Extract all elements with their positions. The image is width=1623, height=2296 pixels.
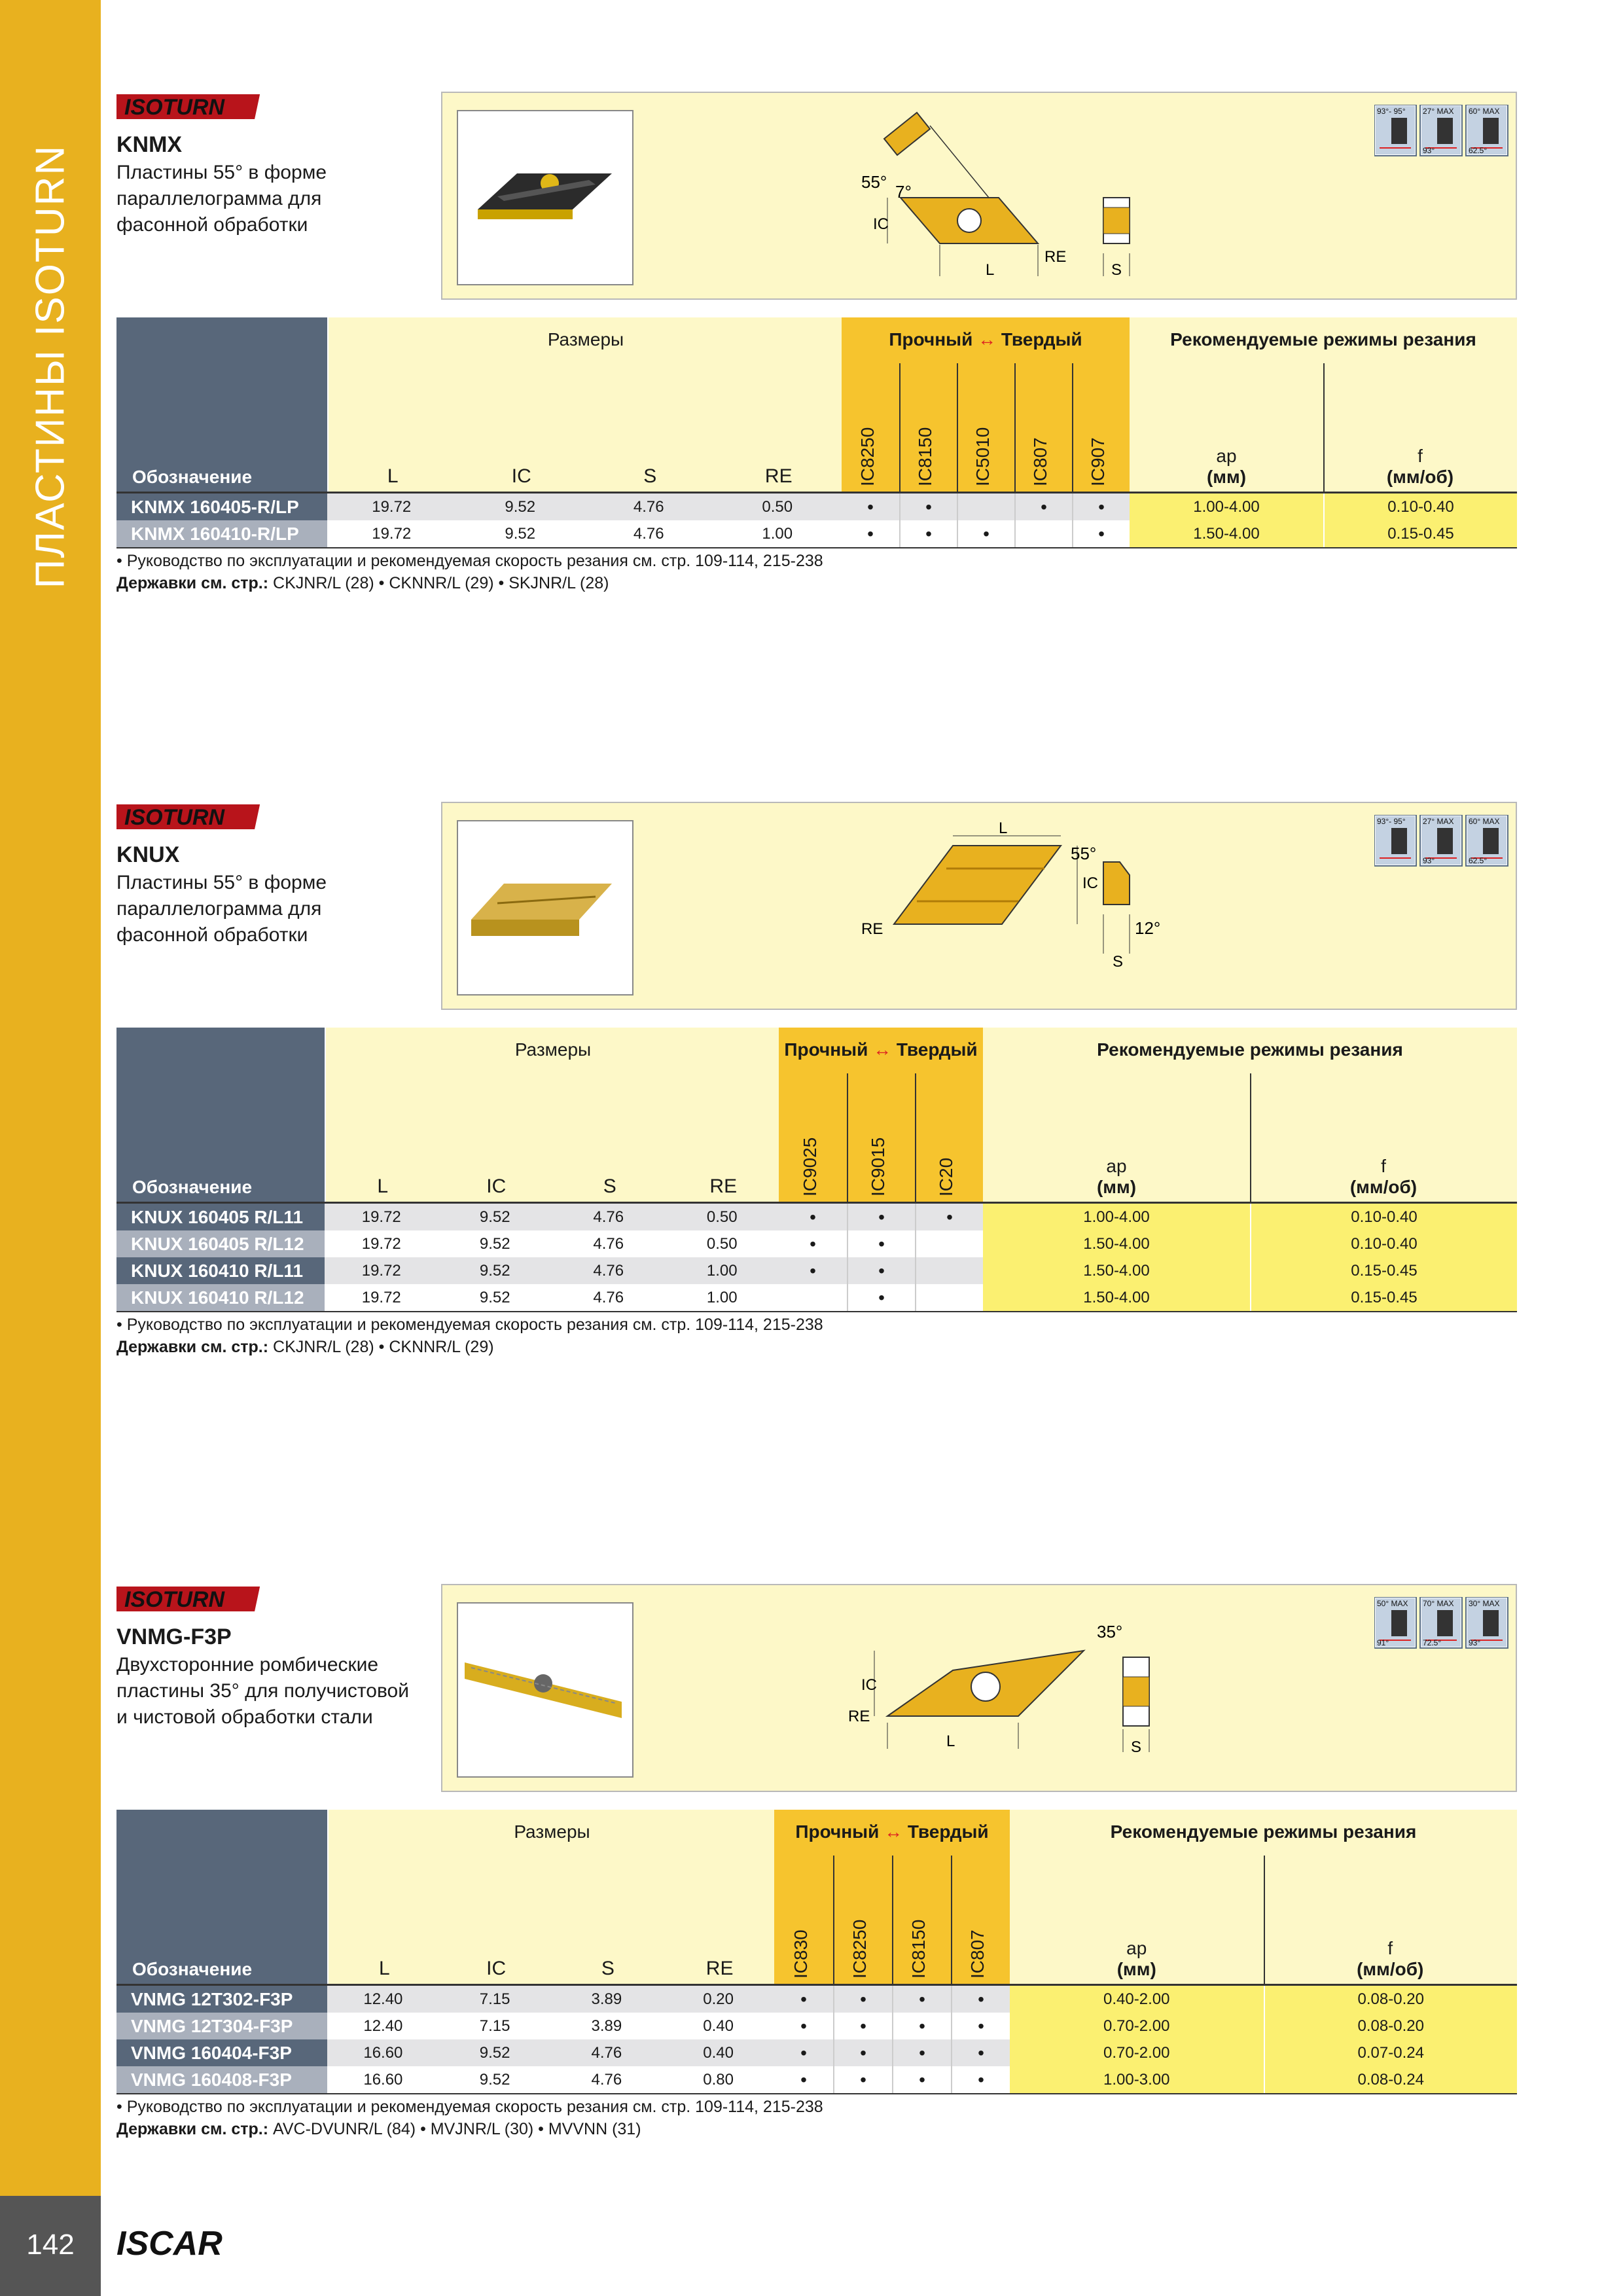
holders-label: Державки см. стр.: [116, 574, 269, 592]
dimension-column-label: IC [511, 465, 531, 487]
dimension-column-label: L [377, 1175, 389, 1197]
grade-divider [957, 363, 958, 492]
dimension-s: 4.76 [584, 520, 713, 547]
dimension-column-label: IC [486, 1175, 507, 1197]
table-bottom-line [116, 547, 1517, 548]
dimension-column-label: RE [709, 1175, 738, 1197]
svg-text:55°: 55° [861, 172, 887, 192]
svg-text:93°: 93° [1423, 146, 1435, 155]
grade-column-label: IC907 [1088, 437, 1108, 486]
dimension-l: 12.40 [327, 2013, 439, 2039]
grade-availability: • [847, 1204, 915, 1230]
svg-text:S: S [1113, 953, 1124, 971]
dimensions-title: Размеры [547, 329, 624, 350]
header-grades [779, 1028, 983, 1202]
grade-availability [915, 1257, 983, 1284]
dimension-column-label: IC [486, 1958, 507, 1979]
svg-text:IC: IC [873, 215, 889, 233]
dimension-ic: 9.52 [456, 493, 585, 520]
sidebar [0, 0, 101, 2296]
header-designation [116, 1028, 325, 1202]
application-icons [1374, 1597, 1509, 1653]
table-row [116, 1986, 1517, 2013]
svg-text:RE: RE [848, 1708, 870, 1725]
product-name: KNUX [116, 842, 180, 867]
f-column-label [1323, 446, 1517, 488]
product-name: KNMX [116, 132, 183, 157]
cutting-f: 0.10-0.40 [1323, 493, 1517, 520]
dimension-s: 4.76 [584, 493, 713, 520]
grade-availability: • [833, 2013, 892, 2039]
svg-text:93°: 93° [1469, 1638, 1481, 1647]
sidebar-title: ПЛАСТИНЫ ISOTURN [27, 144, 73, 589]
grade-column-label: IC8250 [857, 427, 878, 486]
grade-availability: • [779, 1230, 847, 1257]
dimension-l: 19.72 [325, 1284, 438, 1311]
holders-note [116, 572, 609, 594]
svg-text:60° MAX: 60° MAX [1469, 817, 1500, 826]
isoturn-logo [116, 1584, 260, 1614]
dimension-l: 19.72 [325, 1257, 438, 1284]
grade-column-label: IC807 [1030, 437, 1050, 486]
product-description [116, 160, 418, 238]
svg-text:55°: 55° [1071, 844, 1097, 863]
product-description [116, 1652, 418, 1731]
grade-divider [833, 1856, 834, 1984]
dimension-column-label: RE [764, 465, 793, 487]
holders-list[interactable]: CKJNR/L (28) • CKNNR/L (29) • SKJNR/L (28) [273, 574, 609, 592]
dimension-l: 19.72 [327, 493, 456, 520]
f-column-label [1250, 1156, 1517, 1198]
dimension-re: 0.50 [713, 493, 842, 520]
usage-note: • Руководство по эксплуатации и рекомендуемая скорость резания см. стр. 109-114, 215-238 [116, 2098, 823, 2116]
header-designation [116, 1810, 327, 1984]
row-designation: KNUX 160410 R/L11 [116, 1257, 327, 1284]
cutting-ap: 0.40-2.00 [1010, 1986, 1264, 2013]
grade-availability: • [1072, 520, 1130, 547]
row-designation: VNMG 160404-F3P [116, 2039, 327, 2066]
svg-text:30° MAX: 30° MAX [1469, 1599, 1500, 1608]
dimension-l: 12.40 [327, 1986, 439, 2013]
cutting-ap: 1.00-3.00 [1010, 2066, 1264, 2093]
grade-tough-label: Прочный [889, 329, 973, 350]
grade-availability: • [892, 2039, 951, 2066]
grade-divider [847, 1073, 848, 1202]
dimension-s: 4.76 [552, 1204, 666, 1230]
svg-text:7°: 7° [895, 182, 912, 202]
grade-column-label: IC20 [936, 1157, 956, 1196]
grades-title [842, 329, 1130, 350]
figure-panel [441, 92, 1517, 300]
table-row [116, 1204, 1517, 1230]
designation-label: Обозначение [132, 467, 253, 487]
grade-divider [915, 1073, 916, 1202]
svg-text:L: L [999, 819, 1008, 837]
header-cutting-data [1010, 1810, 1517, 1984]
dimension-re: 1.00 [666, 1257, 779, 1284]
cutting-ap: 1.50-4.00 [983, 1284, 1250, 1311]
dimension-l: 16.60 [327, 2039, 439, 2066]
grade-availability: • [951, 1986, 1010, 2013]
isoturn-logo [116, 92, 260, 122]
grade-hard-label: Твердый [1001, 329, 1082, 350]
grade-availability [915, 1230, 983, 1257]
header-designation [116, 317, 327, 492]
grade-availability: • [774, 2013, 833, 2039]
table-row [116, 493, 1517, 520]
cutting-f: 0.10-0.40 [1250, 1230, 1517, 1257]
description-line: Пластины 55° в форме [116, 872, 327, 893]
grade-availability: • [892, 2013, 951, 2039]
row-designation: KNUX 160405 R/L11 [116, 1204, 327, 1230]
svg-text:S: S [1111, 261, 1122, 279]
table-row [116, 2013, 1517, 2039]
description-line: пластины 35° для получистовой [116, 1680, 409, 1702]
page-number: 142 [26, 2229, 75, 2261]
dimension-ic: 7.15 [439, 2013, 551, 2039]
cutting-ap: 1.00-4.00 [983, 1204, 1250, 1230]
dimension-ic: 9.52 [456, 520, 585, 547]
f-symbol: f [1418, 446, 1423, 466]
figure-panel [441, 802, 1517, 1010]
header-grades [842, 317, 1130, 492]
ap-symbol: ap [1126, 1938, 1147, 1958]
ap-symbol: ap [1216, 446, 1237, 466]
dimension-l: 19.72 [325, 1230, 438, 1257]
grade-tough-label: Прочный [784, 1039, 868, 1060]
dimension-column-label: S [603, 1175, 616, 1197]
dimension-s: 4.76 [551, 2039, 663, 2066]
cutting-ap: 0.70-2.00 [1010, 2039, 1264, 2066]
cutting-ap: 1.00-4.00 [1130, 493, 1323, 520]
svg-text:RE: RE [861, 920, 883, 938]
f-column-label [1264, 1938, 1518, 1980]
table-bottom-line [116, 1311, 1517, 1312]
grade-divider [892, 1856, 893, 1984]
table-row [116, 2039, 1517, 2066]
dimension-ic: 9.52 [438, 1204, 552, 1230]
grade-availability: • [1072, 493, 1130, 520]
dimension-ic: 9.52 [439, 2039, 551, 2066]
holders-label: Державки см. стр.: [116, 2120, 269, 2138]
grade-availability [957, 493, 1014, 520]
svg-text:70° MAX: 70° MAX [1423, 1599, 1454, 1608]
holders-label: Державки см. стр.: [116, 1338, 269, 1356]
grades-title [779, 1039, 983, 1060]
cutting-ap: 1.50-4.00 [983, 1257, 1250, 1284]
f-symbol: f [1387, 1938, 1393, 1958]
svg-text:IC: IC [1082, 874, 1098, 892]
dimension-ic: 9.52 [438, 1257, 552, 1284]
grade-availability [915, 1284, 983, 1311]
grade-availability: • [957, 520, 1014, 547]
dimensions-title: Размеры [514, 1821, 590, 1842]
grade-column-label: IC8250 [849, 1919, 870, 1979]
cutting-f: 0.08-0.20 [1264, 2013, 1518, 2039]
svg-text:ISOTURN: ISOTURN [124, 805, 224, 830]
svg-text:ISOTURN: ISOTURN [124, 95, 224, 120]
grade-hard-label: Твердый [907, 1821, 989, 1842]
svg-text:62.5°: 62.5° [1469, 856, 1488, 865]
header-cutting-data [983, 1028, 1517, 1202]
svg-text:93°- 95°: 93°- 95° [1377, 107, 1406, 116]
insert-drawing [822, 810, 1188, 1003]
row-designation: VNMG 160408-F3P [116, 2066, 327, 2093]
f-unit: (мм/об) [1357, 1959, 1424, 1979]
grade-column-label: IC9015 [868, 1137, 888, 1196]
cutting-title: Рекомендуемые режимы резания [1110, 1821, 1417, 1842]
dimension-s: 4.76 [552, 1230, 666, 1257]
dimension-s: 4.76 [551, 2066, 663, 2093]
svg-text:RE: RE [1044, 248, 1067, 266]
ap-unit: (мм) [1116, 1959, 1156, 1979]
grades-title [774, 1821, 1010, 1842]
cutting-f: 0.15-0.45 [1250, 1257, 1517, 1284]
ap-unit: (мм) [1206, 467, 1247, 487]
grade-availability: • [899, 520, 957, 547]
grade-tough-label: Прочный [795, 1821, 880, 1842]
isoturn-logo [116, 802, 260, 832]
description-line: Пластины 55° в форме [116, 162, 327, 183]
dimension-re: 1.00 [713, 520, 842, 547]
svg-text:72.5°: 72.5° [1423, 1638, 1442, 1647]
row-designation: KNMX 160410-R/LP [116, 520, 327, 547]
grade-availability: • [842, 493, 899, 520]
svg-text:S: S [1131, 1738, 1142, 1756]
insert-drawing [822, 1592, 1188, 1785]
product-section-1 [116, 802, 1517, 1391]
grade-availability: • [915, 1204, 983, 1230]
description-line: параллелограмма для [116, 188, 322, 209]
table-row [116, 1257, 1517, 1284]
dimension-l: 19.72 [325, 1204, 438, 1230]
grade-hard-label: Твердый [896, 1039, 978, 1060]
svg-text:50° MAX: 50° MAX [1377, 1599, 1408, 1608]
double-arrow-icon: ↔ [868, 1039, 897, 1060]
grade-availability: • [833, 2039, 892, 2066]
table-header [116, 317, 1517, 492]
dimension-ic: 9.52 [438, 1284, 552, 1311]
svg-text:ISOTURN: ISOTURN [124, 1587, 224, 1612]
holders-note [116, 2118, 641, 2140]
dimension-re: 1.00 [666, 1284, 779, 1311]
description-line: фасонной обработки [116, 214, 308, 236]
ap-column-label [983, 1156, 1250, 1198]
ap-column-label [1010, 1938, 1264, 1980]
figure-panel [441, 1584, 1517, 1792]
insert-photo [457, 1602, 633, 1778]
grade-availability: • [951, 2013, 1010, 2039]
table-row [116, 1284, 1517, 1311]
product-name: VNMG-F3P [116, 1624, 232, 1649]
description-line: и чистовой обработки стали [116, 1706, 373, 1728]
header-cutting-data [1130, 317, 1517, 492]
grade-availability: • [1014, 493, 1072, 520]
holders-list[interactable]: AVC-DVUNR/L (84) • MVJNR/L (30) • MVVNN (31) [273, 2120, 641, 2138]
f-symbol: f [1381, 1156, 1386, 1176]
cutting-ap: 0.70-2.00 [1010, 2013, 1264, 2039]
dimension-l: 19.72 [327, 520, 456, 547]
dimension-ic: 9.52 [438, 1230, 552, 1257]
grade-column-label: IC9025 [800, 1137, 820, 1196]
table-row [116, 520, 1517, 547]
grade-availability: • [842, 520, 899, 547]
table-row [116, 1230, 1517, 1257]
dimension-s: 3.89 [551, 2013, 663, 2039]
grade-availability: • [892, 2066, 951, 2093]
svg-text:27° MAX: 27° MAX [1423, 107, 1454, 116]
insert-photo [457, 110, 633, 285]
dimension-column-label: RE [705, 1958, 734, 1979]
table-bottom-line [116, 2093, 1517, 2094]
dimension-column-label: L [387, 465, 399, 487]
grade-availability: • [847, 1257, 915, 1284]
grade-column-label: IC807 [967, 1929, 988, 1979]
description-line: параллелограмма для [116, 898, 322, 920]
grade-column-label: IC8150 [908, 1919, 929, 1979]
svg-text:IC: IC [861, 1676, 877, 1694]
grade-availability: • [774, 1986, 833, 2013]
header-dimensions [327, 317, 843, 492]
svg-text:91°: 91° [1377, 1638, 1389, 1647]
f-unit: (мм/об) [1386, 467, 1454, 487]
cutting-f: 0.15-0.45 [1323, 520, 1517, 547]
row-designation: VNMG 12T304-F3P [116, 2013, 327, 2039]
table-header [116, 1810, 1517, 1984]
svg-text:35°: 35° [1097, 1622, 1123, 1641]
header-grades [774, 1810, 1010, 1984]
row-designation: KNMX 160405-R/LP [116, 493, 327, 520]
double-arrow-icon: ↔ [879, 1821, 908, 1842]
designation-label: Обозначение [132, 1177, 253, 1197]
ap-symbol: ap [1106, 1156, 1127, 1176]
grade-availability [1014, 520, 1072, 547]
grade-divider [1072, 363, 1073, 492]
cutting-title: Рекомендуемые режимы резания [1170, 329, 1476, 350]
application-icons [1374, 815, 1509, 870]
dimension-column-label: S [601, 1958, 615, 1979]
dimension-column-label: L [379, 1958, 390, 1979]
dimensions-title: Размеры [514, 1039, 592, 1060]
grade-divider [899, 363, 901, 492]
dimension-column-label: S [643, 465, 657, 487]
svg-text:93°- 95°: 93°- 95° [1377, 817, 1406, 826]
ap-column-label [1130, 446, 1323, 488]
grade-availability: • [779, 1257, 847, 1284]
grade-availability: • [774, 2039, 833, 2066]
cutting-title: Рекомендуемые режимы резания [1097, 1039, 1403, 1060]
grade-availability: • [951, 2066, 1010, 2093]
dimension-re: 0.50 [666, 1204, 779, 1230]
cutting-f: 0.15-0.45 [1250, 1284, 1517, 1311]
grade-column-label: IC5010 [972, 427, 993, 486]
dimension-re: 0.20 [662, 1986, 774, 2013]
grade-availability: • [779, 1204, 847, 1230]
grade-divider [1014, 363, 1016, 492]
cutting-ap: 1.50-4.00 [1130, 520, 1323, 547]
usage-note: • Руководство по эксплуатации и рекомендуемая скорость резания см. стр. 109-114, 215-238 [116, 1316, 823, 1334]
grade-availability: • [833, 1986, 892, 2013]
dimension-l: 16.60 [327, 2066, 439, 2093]
holders-list[interactable]: CKJNR/L (28) • CKNNR/L (29) [273, 1338, 494, 1356]
svg-text:L: L [946, 1732, 955, 1750]
cutting-f: 0.10-0.40 [1250, 1204, 1517, 1230]
grade-column-label: IC8150 [915, 427, 935, 486]
dimension-s: 4.76 [552, 1284, 666, 1311]
cutting-f: 0.08-0.20 [1264, 1986, 1518, 2013]
designation-label: Обозначение [132, 1959, 253, 1979]
insert-drawing [822, 99, 1188, 293]
brand-logo: ISCAR [116, 2225, 223, 2263]
product-description [116, 870, 418, 948]
product-section-2 [116, 1584, 1517, 2173]
grade-availability: • [892, 1986, 951, 2013]
f-unit: (мм/об) [1349, 1177, 1418, 1197]
row-designation: VNMG 12T302-F3P [116, 1986, 327, 2013]
grade-divider [951, 1856, 952, 1984]
product-section-0 [116, 92, 1517, 681]
dimension-s: 3.89 [551, 1986, 663, 2013]
holders-note [116, 1336, 494, 1358]
usage-note: • Руководство по эксплуатации и рекомендуемая скорость резания см. стр. 109-114, 215-238 [116, 552, 823, 570]
header-dimensions [325, 1028, 780, 1202]
grade-column-label: IC830 [791, 1929, 811, 1979]
grade-availability: • [951, 2039, 1010, 2066]
application-icons [1374, 105, 1509, 160]
insert-photo [457, 820, 633, 996]
description-line: Двухсторонние ромбические [116, 1654, 379, 1676]
dimension-ic: 7.15 [439, 1986, 551, 2013]
cutting-f: 0.07-0.24 [1264, 2039, 1518, 2066]
grade-availability: • [847, 1230, 915, 1257]
header-dimensions [327, 1810, 776, 1984]
grade-availability [779, 1284, 847, 1311]
svg-text:62.5°: 62.5° [1469, 146, 1488, 155]
double-arrow-icon: ↔ [972, 329, 1001, 350]
table-row [116, 2066, 1517, 2093]
dimension-re: 0.80 [662, 2066, 774, 2093]
dimension-re: 0.40 [662, 2039, 774, 2066]
grade-availability: • [833, 2066, 892, 2093]
dimension-s: 4.76 [552, 1257, 666, 1284]
dimension-ic: 9.52 [439, 2066, 551, 2093]
svg-text:60° MAX: 60° MAX [1469, 107, 1500, 116]
table-header [116, 1028, 1517, 1202]
row-designation: KNUX 160410 R/L12 [116, 1284, 327, 1311]
svg-text:93°: 93° [1423, 856, 1435, 865]
grade-availability: • [774, 2066, 833, 2093]
description-line: фасонной обработки [116, 924, 308, 946]
svg-text:12°: 12° [1135, 918, 1161, 938]
svg-text:27° MAX: 27° MAX [1423, 817, 1454, 826]
grade-availability: • [847, 1284, 915, 1311]
grade-availability: • [899, 493, 957, 520]
dimension-re: 0.40 [662, 2013, 774, 2039]
svg-text:L: L [986, 261, 995, 279]
row-designation: KNUX 160405 R/L12 [116, 1230, 327, 1257]
dimension-re: 0.50 [666, 1230, 779, 1257]
cutting-ap: 1.50-4.00 [983, 1230, 1250, 1257]
cutting-f: 0.08-0.24 [1264, 2066, 1518, 2093]
ap-unit: (мм) [1096, 1177, 1137, 1197]
